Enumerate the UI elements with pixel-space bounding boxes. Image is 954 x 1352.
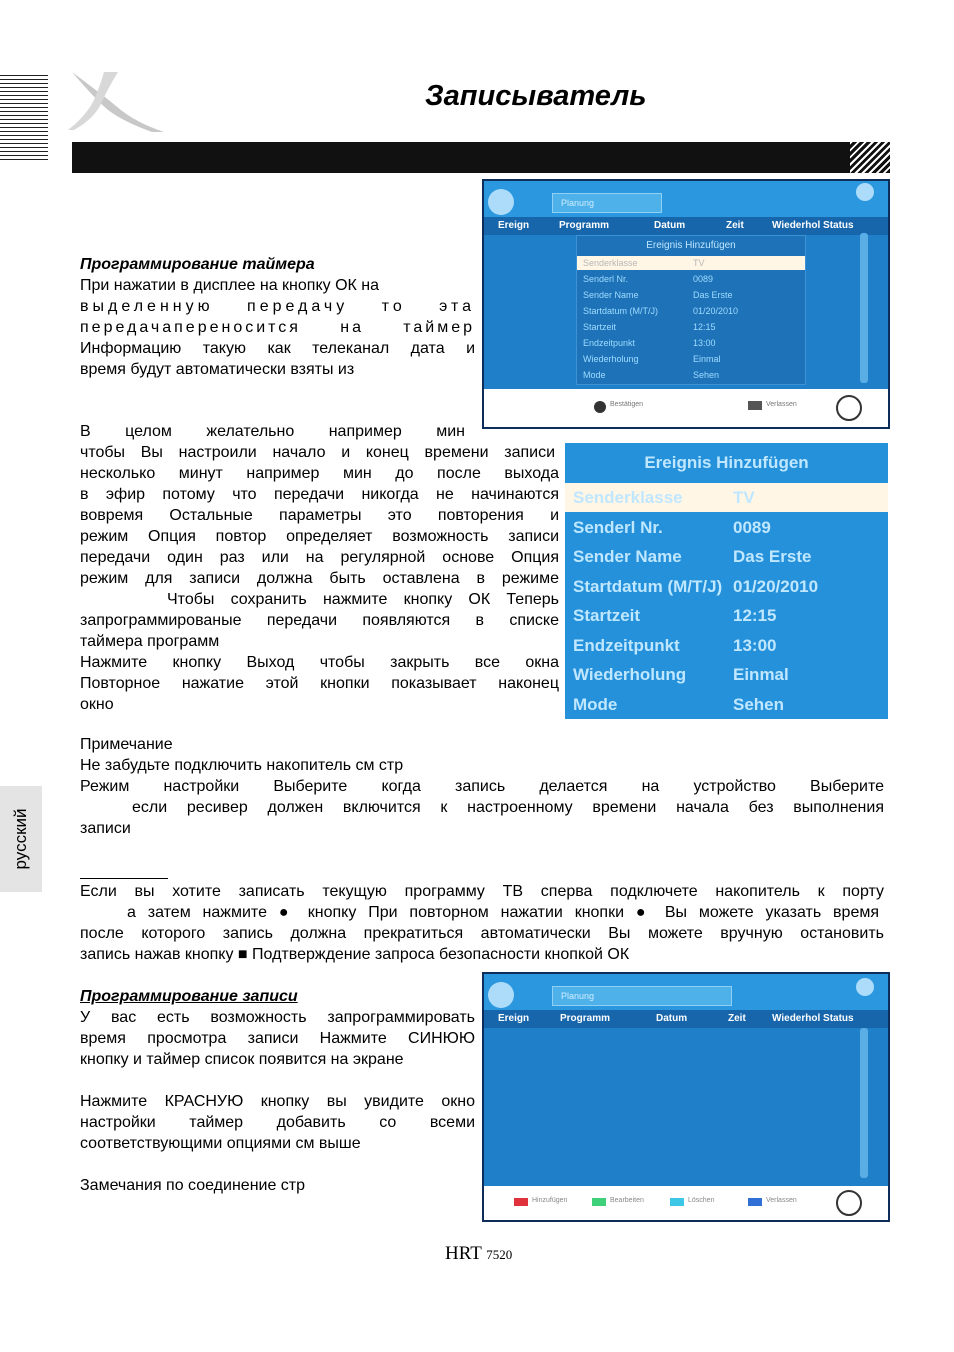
footer-label: Bearbeiten — [610, 1197, 644, 1204]
page-footer — [445, 1243, 512, 1265]
dialog-row[interactable] — [565, 601, 888, 630]
text-line: запись нажав кнопку ■ Подтверждение запроса безопасности кнопкой ОК — [80, 946, 630, 963]
text-line: выделенную передачу то эта — [80, 298, 475, 315]
dialog-title: Ereignis Hinzufügen — [646, 240, 736, 251]
section-heading: Программирование записи — [80, 988, 298, 1005]
text-line: режим Опция повтор определяет возможность записи — [80, 528, 559, 545]
text-line: Замечания по соединение стр — [80, 1177, 306, 1194]
row-value: Einmal — [693, 354, 721, 364]
side-stripes — [0, 74, 48, 160]
text-line: При нажатии в дисплее на кнопку ОК на — [80, 277, 380, 294]
screen-tab: Planung — [552, 193, 662, 213]
color-key-icon — [592, 1198, 606, 1206]
section-instant-record — [80, 881, 884, 965]
row-label: Senderl Nr. — [573, 517, 663, 537]
row-label: Mode — [573, 694, 618, 714]
dialog-row[interactable] — [565, 660, 888, 689]
text-line: режим для записи должна быть оставлена в режиме — [80, 570, 559, 587]
dialog-row[interactable] — [565, 483, 888, 512]
text-line: окно — [80, 696, 114, 713]
screen-topbar — [484, 181, 888, 217]
bubble-icon — [856, 978, 874, 996]
text-line: запрограммированые передачи появляются в списке — [80, 612, 559, 629]
dialog-row[interactable] — [577, 304, 805, 318]
text-line: записи — [80, 820, 131, 837]
bubble-icon — [488, 982, 514, 1008]
dpad-icon — [836, 395, 862, 421]
row-label: Wiederholung — [583, 354, 639, 364]
text-line: передачи один раз или на регулярной основе Опция — [80, 549, 559, 566]
tv-screenshot-dialog-zoom — [565, 443, 888, 719]
dialog-row[interactable] — [577, 320, 805, 334]
row-value: 12:15 — [733, 606, 777, 625]
screen-footer — [484, 389, 888, 427]
brand-logo — [64, 66, 168, 136]
text-line: если ресивер должен включится к настроенному времени начала без выполнения — [132, 799, 884, 816]
row-value: 01/20/2010 — [693, 306, 739, 316]
dialog-panel — [576, 235, 806, 385]
text-line: время просмотра записи Нажмите СИНЮЮ — [80, 1030, 475, 1047]
text-line: чтобы Вы настроили начало и конец времени записи — [80, 444, 555, 461]
dialog-row[interactable] — [577, 336, 805, 350]
bubble-icon — [856, 183, 874, 201]
tv-screenshot-timer-list — [482, 972, 890, 1222]
row-value: 0089 — [693, 274, 714, 284]
row-value: 01/20/2010 — [733, 576, 819, 596]
column-header — [484, 217, 888, 235]
page-title: Записыватель — [425, 80, 647, 112]
column-label: Datum — [654, 220, 686, 231]
footer-label: Hinzufügen — [532, 1197, 568, 1204]
row-label: Endzeitpunkt — [583, 338, 636, 348]
row-value: Sehen — [693, 370, 720, 380]
divider — [80, 878, 168, 879]
note-label: Примечание — [80, 736, 173, 753]
text-line: время будут автоматически взяты из — [80, 361, 355, 378]
column-label: Wiederhol Status — [772, 1013, 854, 1024]
footer-label: Löschen — [688, 1197, 715, 1204]
text-line: а затем нажмите ● кнопку При повторном нажатии кнопки ● Вы можете указать время — [127, 904, 879, 921]
text-line: Если вы хотите записать текущую программу ТВ сперва подключете накопитель к порту — [80, 883, 884, 900]
section-note — [80, 734, 884, 839]
row-value: TV — [693, 258, 705, 268]
text-line: Нажмите кнопку Выход чтобы закрыть все окна — [80, 654, 559, 671]
dialog-row[interactable] — [577, 256, 805, 270]
model-number: 7520 — [486, 1247, 513, 1262]
text-line: Информацию такую как телеканал дата и — [80, 340, 475, 357]
row-value: 12:15 — [693, 322, 716, 332]
row-value: Sehen — [733, 694, 785, 714]
screen-tab: Planung — [552, 986, 732, 1006]
text-line: в эфир потому что передачи никогда не начинаются — [80, 486, 559, 503]
section-timer — [80, 254, 475, 380]
text-line: Нажмите КРАСНУЮ кнопку вы увидите окно — [80, 1093, 475, 1110]
text-line: таймера программ — [80, 633, 220, 650]
footer-label: Verlassen — [766, 1197, 797, 1204]
text-line: несколько минут например мин до после выхода — [80, 465, 559, 482]
text-line: Режим настройки Выберите когда запись делается на устройство Выберите — [80, 778, 884, 795]
row-label: Senderklasse — [583, 258, 638, 268]
row-value: 0089 — [733, 517, 771, 537]
color-key-icon — [514, 1198, 528, 1206]
dialog-row[interactable] — [565, 572, 888, 601]
color-key-icon — [670, 1198, 684, 1206]
dpad-icon — [836, 1190, 862, 1216]
text-line: Не забудьте подключить накопитель см стр — [80, 757, 404, 774]
column-label: Ereign — [498, 220, 530, 231]
column-header — [484, 1010, 888, 1028]
dialog-title: Ereignis Hinzufügen — [644, 453, 809, 472]
dialog-row[interactable] — [565, 690, 888, 719]
text-line: после которого запись должна прекратиться автоматически Вы можете вручную остановить — [80, 925, 884, 942]
text-line: соответствующими опциями см выше — [80, 1135, 361, 1152]
row-label: Mode — [583, 370, 606, 380]
language-tab-label: русский — [11, 808, 30, 870]
dialog-row[interactable] — [577, 272, 805, 286]
row-label: Startdatum (M/T/J) — [583, 306, 659, 316]
text-line: вовремя Остальные параметры это повторения и — [80, 507, 559, 524]
section-heading: Программирование таймера — [80, 256, 315, 273]
header-bar — [72, 142, 890, 173]
section-settings — [80, 421, 559, 715]
text-line: Чтобы сохранить нажмите кнопку ОК Теперь — [167, 591, 559, 608]
screen-footer — [484, 1186, 888, 1220]
column-label: Ereign — [498, 1013, 530, 1024]
scrollbar — [860, 1028, 868, 1178]
column-label: Zeit — [726, 220, 744, 231]
footer-label: Verlassen — [766, 401, 797, 408]
section-record-programming — [80, 986, 475, 1196]
dialog-row[interactable] — [565, 513, 888, 542]
row-label: Senderl Nr. — [583, 274, 629, 284]
row-value: 13:00 — [733, 635, 777, 655]
row-value: Einmal — [733, 665, 789, 684]
row-value: TV — [733, 488, 755, 507]
language-tab — [0, 786, 42, 892]
row-value: 13:00 — [693, 338, 716, 348]
text-line: настройки таймер добавить со всеми — [80, 1114, 475, 1131]
footer-label: Bestätigen — [610, 401, 644, 408]
column-label: Programm — [559, 220, 610, 231]
dialog-row[interactable] — [565, 631, 888, 660]
text-line: В целом желательно например мин — [80, 423, 465, 440]
dialog-row[interactable] — [577, 352, 805, 366]
row-label: Endzeitpunkt — [573, 635, 680, 655]
row-value: Das Erste — [693, 290, 733, 300]
scrollbar — [860, 233, 868, 383]
column-label: Zeit — [728, 1013, 746, 1024]
dialog-row[interactable] — [565, 542, 888, 571]
row-label: Senderklasse — [573, 488, 683, 507]
tv-screenshot-timer-add — [482, 179, 890, 429]
text-line: кнопку и таймер список появится на экране — [80, 1051, 404, 1068]
bubble-icon — [488, 189, 514, 215]
row-value: Das Erste — [733, 547, 812, 566]
model-name: HRT — [445, 1243, 482, 1264]
column-label: Datum — [656, 1013, 688, 1024]
dialog-row[interactable] — [577, 288, 805, 302]
row-label: Startdatum (M/T/J) — [573, 576, 723, 596]
color-key-icon — [748, 1198, 762, 1206]
row-label: Startzeit — [573, 606, 641, 625]
row-label: Startzeit — [583, 322, 617, 332]
text-line: передачапереносится на таймер — [80, 319, 475, 336]
text-line: У вас есть возможность запрограммировать — [80, 1009, 475, 1026]
row-label: Wiederholung — [573, 665, 687, 684]
row-label: Sender Name — [583, 290, 639, 300]
column-label: Wiederhol Status — [772, 220, 854, 231]
text-line: Повторное нажатие этой кнопки показывает наконец — [80, 675, 559, 692]
exit-icon — [748, 401, 762, 410]
ok-icon — [594, 401, 606, 413]
row-label: Sender Name — [573, 547, 682, 566]
column-label: Programm — [560, 1013, 611, 1024]
dialog-row[interactable] — [577, 368, 805, 382]
header-bar-hatch — [850, 142, 890, 173]
